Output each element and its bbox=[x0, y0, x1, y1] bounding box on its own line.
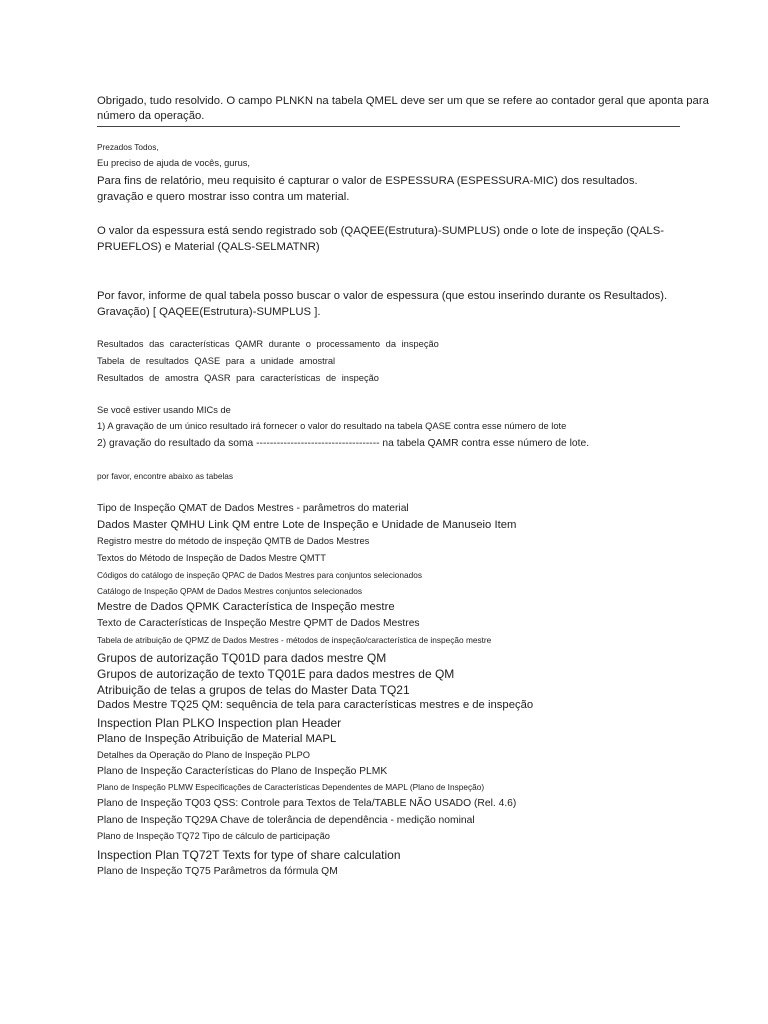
table-item: Plano de Inspeção TQ03 QSS: Controle para Textos de Tela/TABLE NÃO USADO (Rel. 4.6) bbox=[97, 798, 517, 809]
paragraph-1-line-2: gravação e quero mostrar isso contra um material. bbox=[97, 191, 350, 203]
table-item: Detalhes da Operação do Plano de Inspeção PLPO bbox=[97, 750, 310, 760]
table-item: Catálogo de Inspeção QPAM de Dados Mestres conjuntos selecionados bbox=[97, 586, 363, 596]
tables-intro: por favor, encontre abaixo as tabelas bbox=[97, 471, 234, 481]
paragraph-1-line-1: Para fins de relatório, meu requisito é capturar o valor de ESPESSURA (ESPESSURA-MIC) dos resultados. bbox=[97, 175, 638, 187]
mic-item-1: 1) A gravação de um único resultado irá fornecer o valor do resultado na tabela QASE contra esse número de lote bbox=[97, 421, 567, 431]
mic-item-2: 2) gravação do resultado da soma ------------------------------------ na tabela QAMR contra esse número de lote. bbox=[97, 438, 590, 449]
table-item: Códigos do catálogo de inspeção QPAC de Dados Mestres para conjuntos selecionados bbox=[97, 570, 423, 580]
result-table-qase: Tabela de resultados QASE para a unidade amostral bbox=[97, 356, 336, 366]
table-item: Grupos de autorização TQ01D para dados mestre QM bbox=[97, 651, 387, 665]
table-item: Plano de Inspeção TQ75 Parâmetros da fórmula QM bbox=[97, 866, 338, 877]
mic-intro: Se você estiver usando MICs de bbox=[97, 405, 231, 415]
greeting: Prezados Todos, bbox=[97, 142, 159, 152]
table-item: Dados Mestre TQ25 QM: sequência de tela para características mestres e de inspeção bbox=[97, 699, 534, 711]
table-item: Plano de Inspeção Características do Plano de Inspeção PLMK bbox=[97, 766, 388, 777]
result-table-qamr: Resultados das características QAMR durante o processamento da inspeção bbox=[97, 339, 439, 349]
table-item: Plano de Inspeção Atribuição de Material MAPL bbox=[97, 733, 337, 745]
table-item: Plano de Inspeção PLMW Especificações de Características Dependentes de MAPL (Plano de Inspeção) bbox=[97, 782, 485, 792]
table-item: Dados Master QMHU Link QM entre Lote de Inspeção e Unidade de Manuseio Item bbox=[97, 519, 517, 531]
answer-line-1: Obrigado, tudo resolvido. O campo PLNKN na tabela QMEL deve ser um que se refere ao contador geral que aponta para bbox=[97, 95, 709, 107]
help-request: Eu preciso de ajuda de vocês, gurus, bbox=[97, 158, 250, 168]
table-item: Inspection Plan PLKO Inspection plan Header bbox=[97, 716, 342, 730]
paragraph-3-line-2: Gravação) [ QAQEE(Estrutura)-SUMPLUS ]. bbox=[97, 306, 321, 318]
table-item: Textos do Método de Inspeção de Dados Mestre QMTT bbox=[97, 553, 326, 563]
answer-line-2: número da operação. bbox=[97, 110, 205, 122]
table-item: Mestre de Dados QPMK Característica de Inspeção mestre bbox=[97, 601, 395, 613]
table-item: Tipo de Inspeção QMAT de Dados Mestres - parâmetros do material bbox=[97, 503, 409, 514]
table-item: Plano de Inspeção TQ29A Chave de tolerância de dependência - medição nominal bbox=[97, 815, 475, 826]
table-item: Inspection Plan TQ72T Texts for type of share calculation bbox=[97, 848, 401, 862]
result-table-qasr: Resultados de amostra QASR para características de inspeção bbox=[97, 373, 379, 383]
paragraph-2-line-2: PRUEFLOS) e Material (QALS-SELMATNR) bbox=[97, 241, 320, 253]
paragraph-2-line-1: O valor da espessura está sendo registrado sob (QAQEE(Estrutura)-SUMPLUS) onde o lote de inspeção (QALS- bbox=[97, 225, 664, 237]
table-item: Texto de Características de Inspeção Mestre QPMT de Dados Mestres bbox=[97, 618, 420, 629]
table-item: Tabela de atribuição de QPMZ de Dados Mestres - métodos de inspeção/característica de inspeção mestre bbox=[97, 635, 492, 645]
table-item: Registro mestre do método de inspeção QMTB de Dados Mestres bbox=[97, 536, 370, 546]
table-item: Grupos de autorização de texto TQ01E para dados mestres de QM bbox=[97, 667, 455, 681]
table-item: Plano de Inspeção TQ72 Tipo de cálculo de participação bbox=[97, 831, 330, 841]
divider bbox=[97, 126, 680, 127]
paragraph-3-line-1: Por favor, informe de qual tabela posso buscar o valor de espessura (que estou inserindo durante os Resultados). bbox=[97, 290, 668, 302]
table-item: Atribuição de telas a grupos de telas do Master Data TQ21 bbox=[97, 683, 410, 697]
